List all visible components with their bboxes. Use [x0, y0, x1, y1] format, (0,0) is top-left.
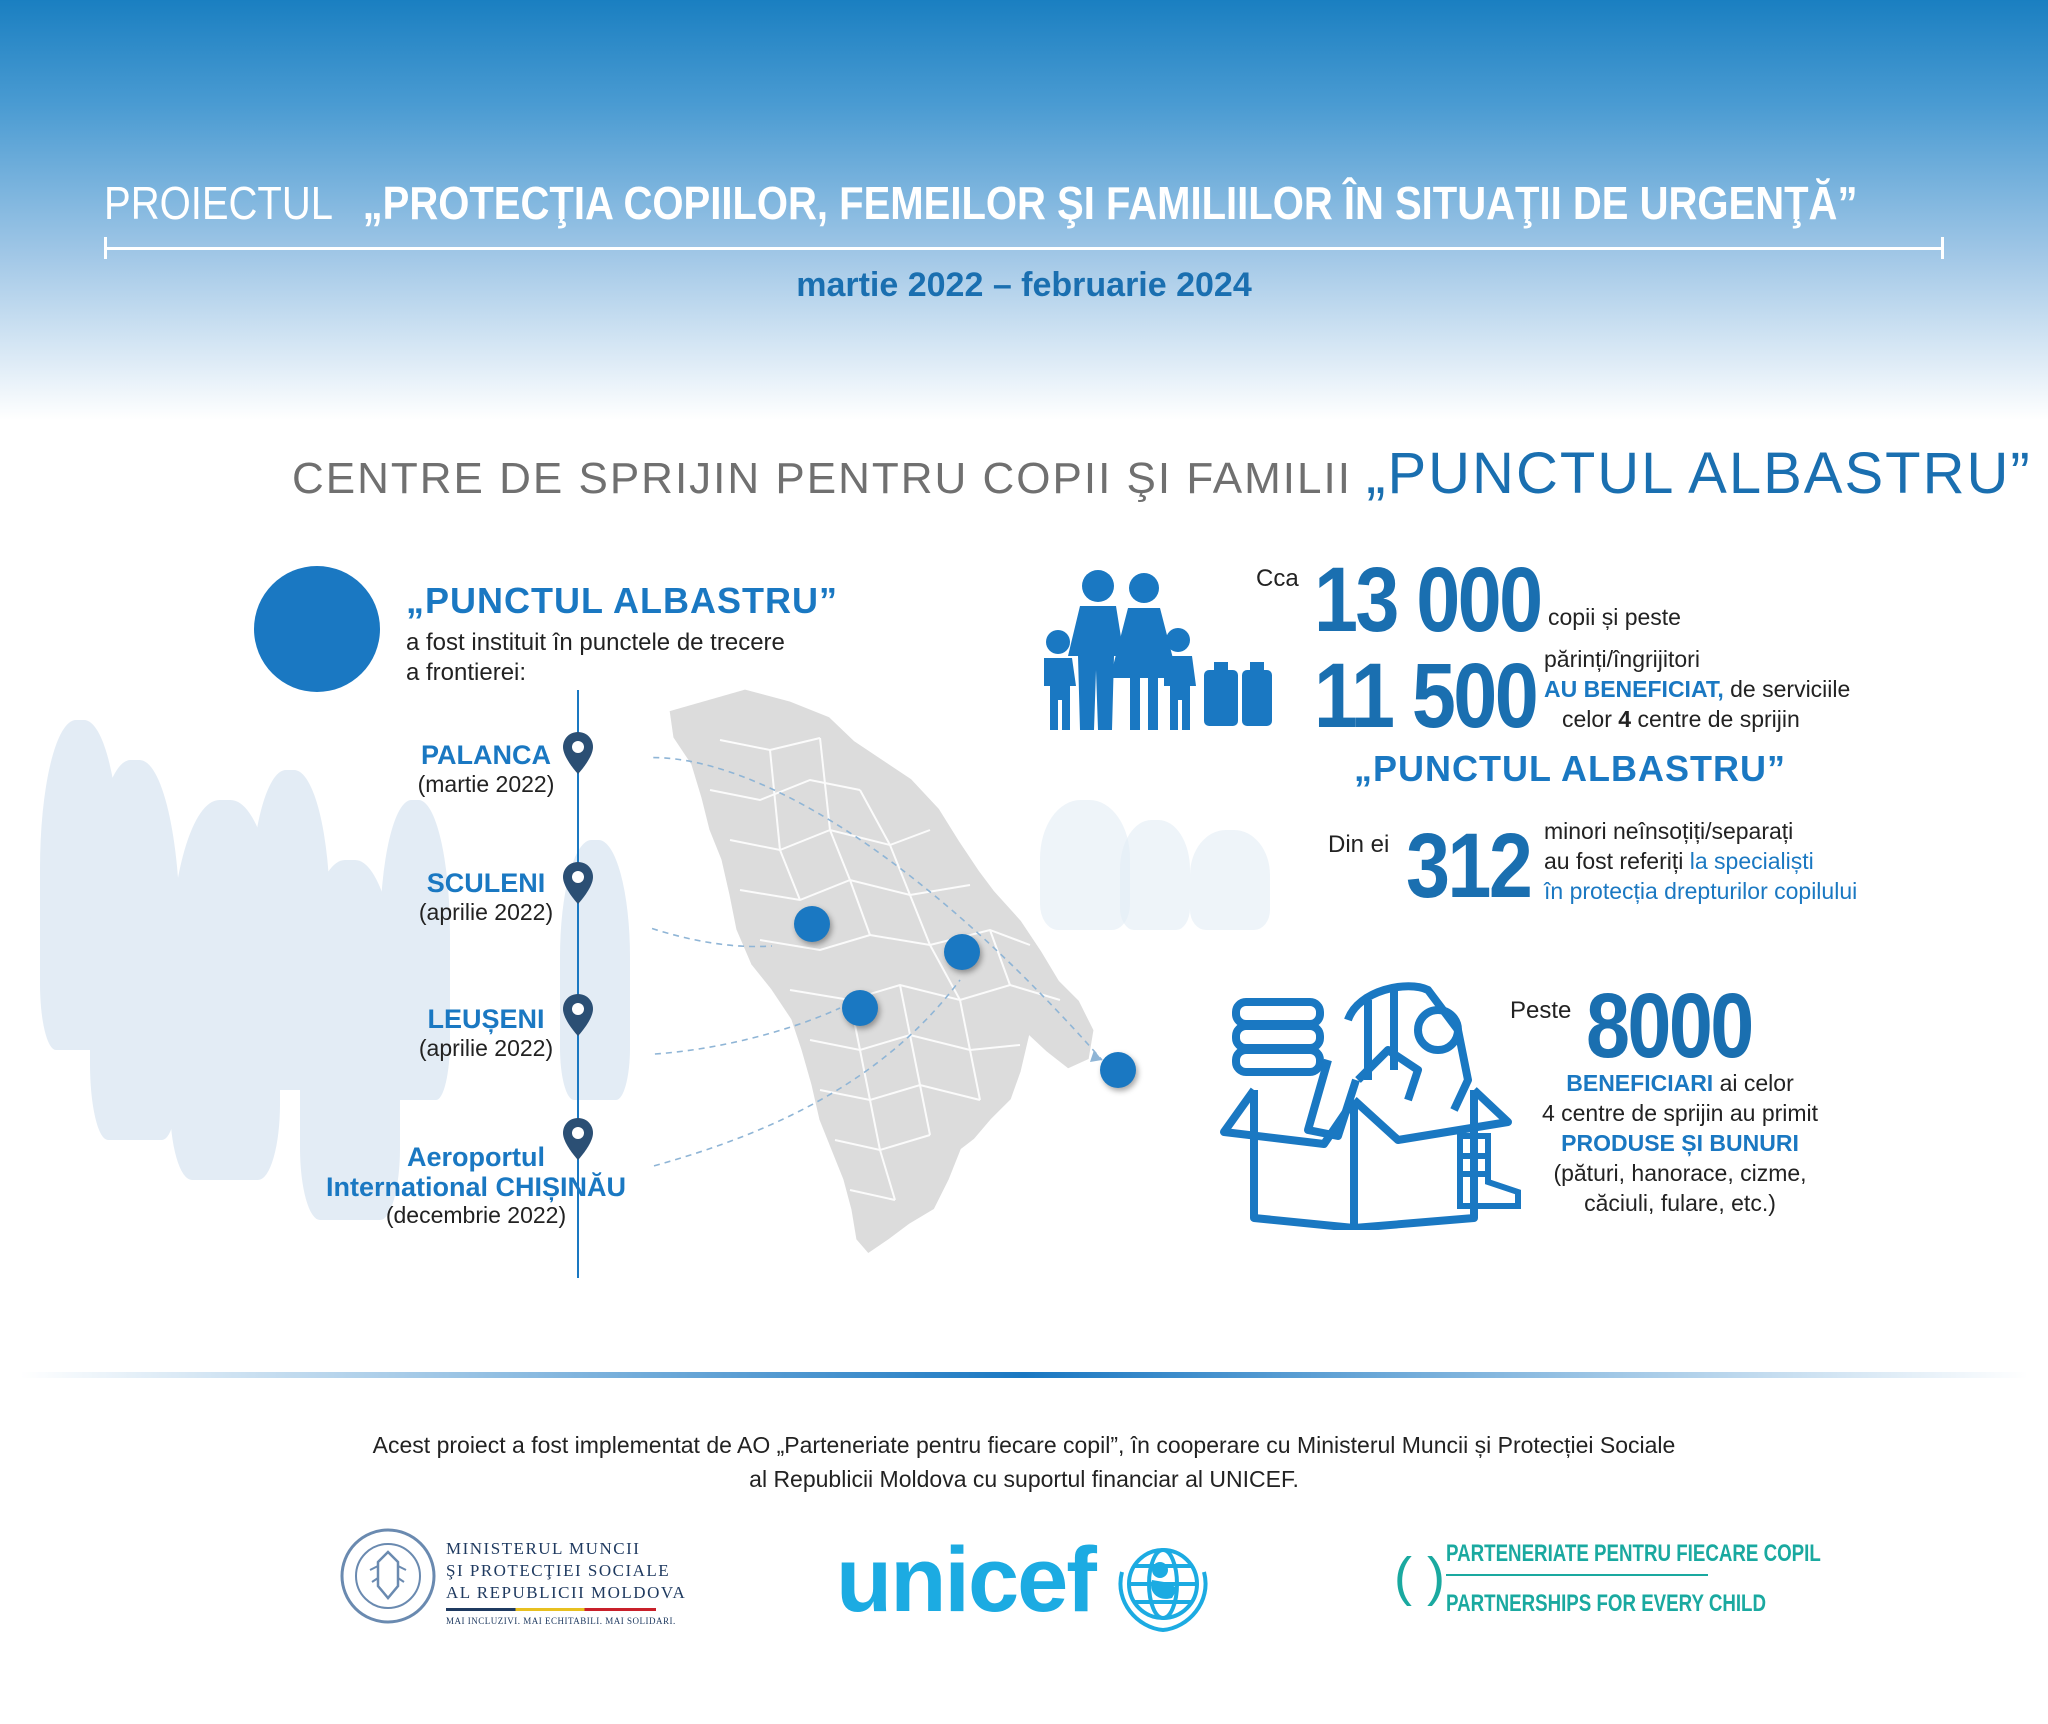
footer-divider	[20, 1372, 2028, 1378]
blue-dot-icon	[254, 566, 380, 692]
stat-centers-num: 4	[1618, 706, 1632, 732]
section-heading-highlight: „PUNCTUL ALBASTRU”	[1366, 441, 2032, 506]
point-airport	[316, 1142, 636, 1229]
footer-text	[0, 1428, 2048, 1496]
ministry-line-2: ŞI PROTECŢIEI SOCIALE	[446, 1561, 671, 1580]
point-name: PALANCA	[421, 740, 551, 770]
intro-line-1: a fost instituit în punctele de trecere	[406, 629, 785, 656]
stat-benefited-rest: de serviciile	[1730, 676, 1851, 702]
project-title	[104, 176, 1857, 230]
government-seal-icon	[338, 1526, 438, 1626]
ministry-line-1: MINISTERUL MUNCII	[446, 1539, 641, 1558]
stat-benefited	[1544, 674, 1850, 704]
point-date: (aprilie 2022)	[418, 899, 554, 925]
stat2-line-3: în protecția drepturilor copilului	[1544, 878, 1858, 904]
point-date: (decembrie 2022)	[385, 1202, 567, 1228]
stat-centers-a: celor	[1562, 706, 1612, 732]
stat-children-label: copii și peste	[1548, 604, 1681, 630]
stat3-line-4: (pături, hanorace, cizme,	[1553, 1160, 1807, 1186]
stat-children-number: 13 000	[1314, 549, 1541, 651]
stat2-prefix: Din ei	[1328, 831, 1390, 858]
stat3-line-5: căciuli, fulare, etc.)	[1584, 1190, 1776, 1216]
section-heading-text: CENTRE DE SPRIJIN PENTRU COPII ŞI FAMILII	[292, 454, 1352, 503]
intro-line-2: a frontierei:	[406, 659, 527, 686]
stat-centers-b: centre de sprijin	[1637, 706, 1800, 732]
stat-cca: Cca	[1256, 565, 1299, 592]
partnerships-rule	[1446, 1574, 1708, 1576]
stat3-line-1	[1530, 1068, 1830, 1098]
stat3-line-1a: BENEFICIARI	[1566, 1070, 1714, 1096]
stat3-line-3: PRODUSE ȘI BUNURI	[1561, 1130, 1799, 1156]
stat2-line-1: minori neînsoțiți/separați	[1544, 818, 1794, 844]
footer-line-2: al Republicii Moldova cu suportul financiar al UNICEF.	[749, 1466, 1299, 1492]
stat-benefited-strong: AU BENEFICIAT,	[1544, 676, 1724, 702]
ministry-text	[446, 1538, 686, 1627]
stat3-line-1b: ai celor	[1719, 1070, 1794, 1096]
stat2-line-2b: la specialiști	[1689, 848, 1814, 874]
project-prefix: PROIECTUL	[104, 177, 334, 229]
stat3-number: 8000	[1586, 975, 1752, 1077]
stat-centers	[1562, 704, 1800, 734]
moldova-map	[650, 680, 1170, 1260]
partnerships-ro: PARTENERIATE PENTRU FIECARE COPIL	[1446, 1540, 1821, 1567]
title-rule	[104, 247, 1944, 250]
unicef-globe-icon	[1108, 1532, 1218, 1642]
tricolor-stripe	[446, 1608, 656, 1611]
point-leuseni	[386, 1004, 586, 1062]
stat2-line-2a: au fost referiți	[1544, 848, 1684, 874]
point-date: (martie 2022)	[417, 771, 555, 797]
point-name: LEUȘENI	[427, 1004, 545, 1034]
point-name: SCULENI	[426, 868, 546, 898]
unicef-wordmark: unicef	[836, 1529, 1095, 1631]
project-period: martie 2022 – februarie 2024	[796, 266, 1252, 304]
point-date: (aprilie 2022)	[418, 1035, 554, 1061]
stat2-number: 312	[1406, 815, 1531, 917]
section-heading	[292, 440, 2032, 507]
point-name-line-1: Aeroportul	[407, 1142, 545, 1172]
ministry-motto: MAI INCLUZIVI. MAI ECHITABILI. MAI SOLIDARI.	[446, 1616, 676, 1626]
family-icon	[1036, 568, 1276, 734]
stat-parents-number: 11 500	[1314, 645, 1537, 747]
ministry-logo	[338, 1526, 438, 1626]
ministry-line-3: AL REPUBLICII MOLDOVA	[446, 1583, 687, 1602]
footer-line-1: Acest proiect a fost implementat de AO „Parteneriate pentru fiecare copil”, în cooperare cu Ministerul Muncii și Protecției Sociale	[372, 1432, 1676, 1458]
stat2-line-2	[1544, 846, 1814, 876]
stat-brand: „PUNCTUL ALBASTRU”	[1354, 748, 1786, 789]
stat3-line-2: 4 centre de sprijin au primit	[1541, 1100, 1819, 1126]
point-name-line-2: International CHIȘINĂU	[325, 1172, 627, 1202]
intro-title: „PUNCTUL ALBASTRU”	[406, 580, 838, 621]
project-name: „PROTECŢIA COPIILOR, FEMEILOR ŞI FAMILIILOR ÎN SITUAŢII DE URGENŢĂ”	[362, 177, 1858, 229]
partnerships-en: PARTNERSHIPS FOR EVERY CHILD	[1446, 1590, 1767, 1617]
point-sculeni	[386, 868, 586, 926]
stat-parents-label: părinți/îngrijitori	[1544, 646, 1700, 672]
stat3-prefix: Peste	[1510, 997, 1572, 1024]
donation-box-icon	[1218, 960, 1528, 1230]
point-palanca	[386, 740, 586, 798]
partnerships-bracket-icon: ( )	[1394, 1547, 1445, 1607]
